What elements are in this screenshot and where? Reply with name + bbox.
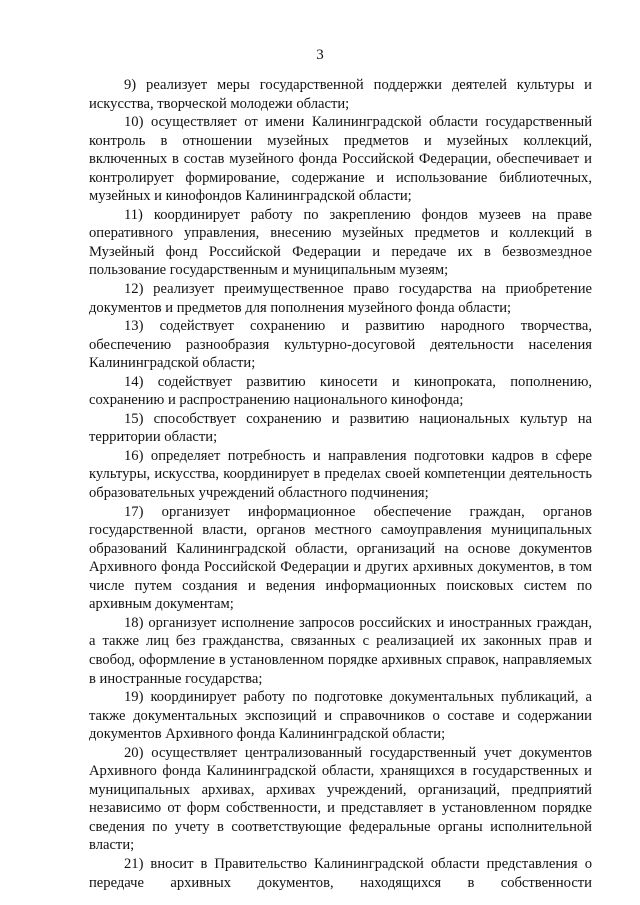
paragraph-item-21: 21) вносит в Правительство Калининградской области представления о передаче архивных документов, находящихся в собственности (89, 855, 592, 891)
paragraph-item-15: 15) способствует сохранению и развитию национальных культур на территории области; (89, 410, 592, 446)
paragraph-item-18: 18) организует исполнение запросов российских и иностранных граждан, а также лиц без гражданства, связанных с реализацией их законных прав и свобод, оформление в установленном порядке архивных справок, направляемых в иностранные государства; (89, 614, 592, 687)
paragraph-item-19: 19) координирует работу по подготовке документальных публикаций, а также документальных экспозиций и справочников о составе и содержании документов Архивного фонда Калининградской области; (89, 689, 592, 743)
paragraph-item-11: 11) координирует работу по закреплению фондов музеев на праве оперативного управления, внесению музейных предметов и коллекций в Музейный фонд Российской Федерации и передаче их в безвозмездное пользование государственным и муниципальным музеям; (89, 206, 592, 279)
page-number: 3 (316, 47, 324, 63)
paragraph-item-14: 14) содействует развитию киносети и кинопроката, пополнению, сохранению и распространению национального кинофонда; (89, 373, 592, 409)
paragraph-item-9: 9) реализует меры государственной поддержки деятелей культуры и искусства, творческой молодежи области; (89, 77, 592, 112)
paragraph-item-12: 12) реализует преимущественное право государства на приобретение документов и предметов для пополнения музейного фонда области; (89, 281, 592, 316)
paragraph-item-16: 16) определяет потребность и направления подготовки кадров в сфере культуры, искусства, координирует в пределах своей компетенции деятельность образовательных учреждений областного подчинения; (89, 447, 592, 502)
paragraph-item-10: 10) осуществляет от имени Калининградской области государственный контроль в отношении музейных предметов и музейных коллекций, включенных в состав музейного фонда Российской Федерации, обеспечивает и контролирует формирование, содержание и использование библиотечных, музейных и кинофондов Калининградской области; (89, 114, 592, 205)
paragraph-item-17: 17) организует информационное обеспечение граждан, органов государственной власти, органов местного самоуправления муниципальных образований Калининградской области, организаций на основе документов Архивного фонда Российской Федерации и других архивных документов, в том числе путем создания и ведения информационных поисковых систем по архивным документам; (89, 503, 592, 613)
document-body (89, 76, 592, 892)
paragraph-item-20: 20) осуществляет централизованный государственный учет документов Архивного фонда Калининградской области, хранящихся в государственных и муниципальных архивах, архивах учреждений, организаций, предприятий независимо от форм собственности, и представляет в установленном порядке сведения по учету в соответствующие федеральные органы исполнительной власти; (89, 744, 592, 854)
paragraph-item-13: 13) содействует сохранению и развитию народного творчества, обеспечению разнообразия культурно-досуговой деятельности населения Калининградской области; (89, 318, 592, 372)
